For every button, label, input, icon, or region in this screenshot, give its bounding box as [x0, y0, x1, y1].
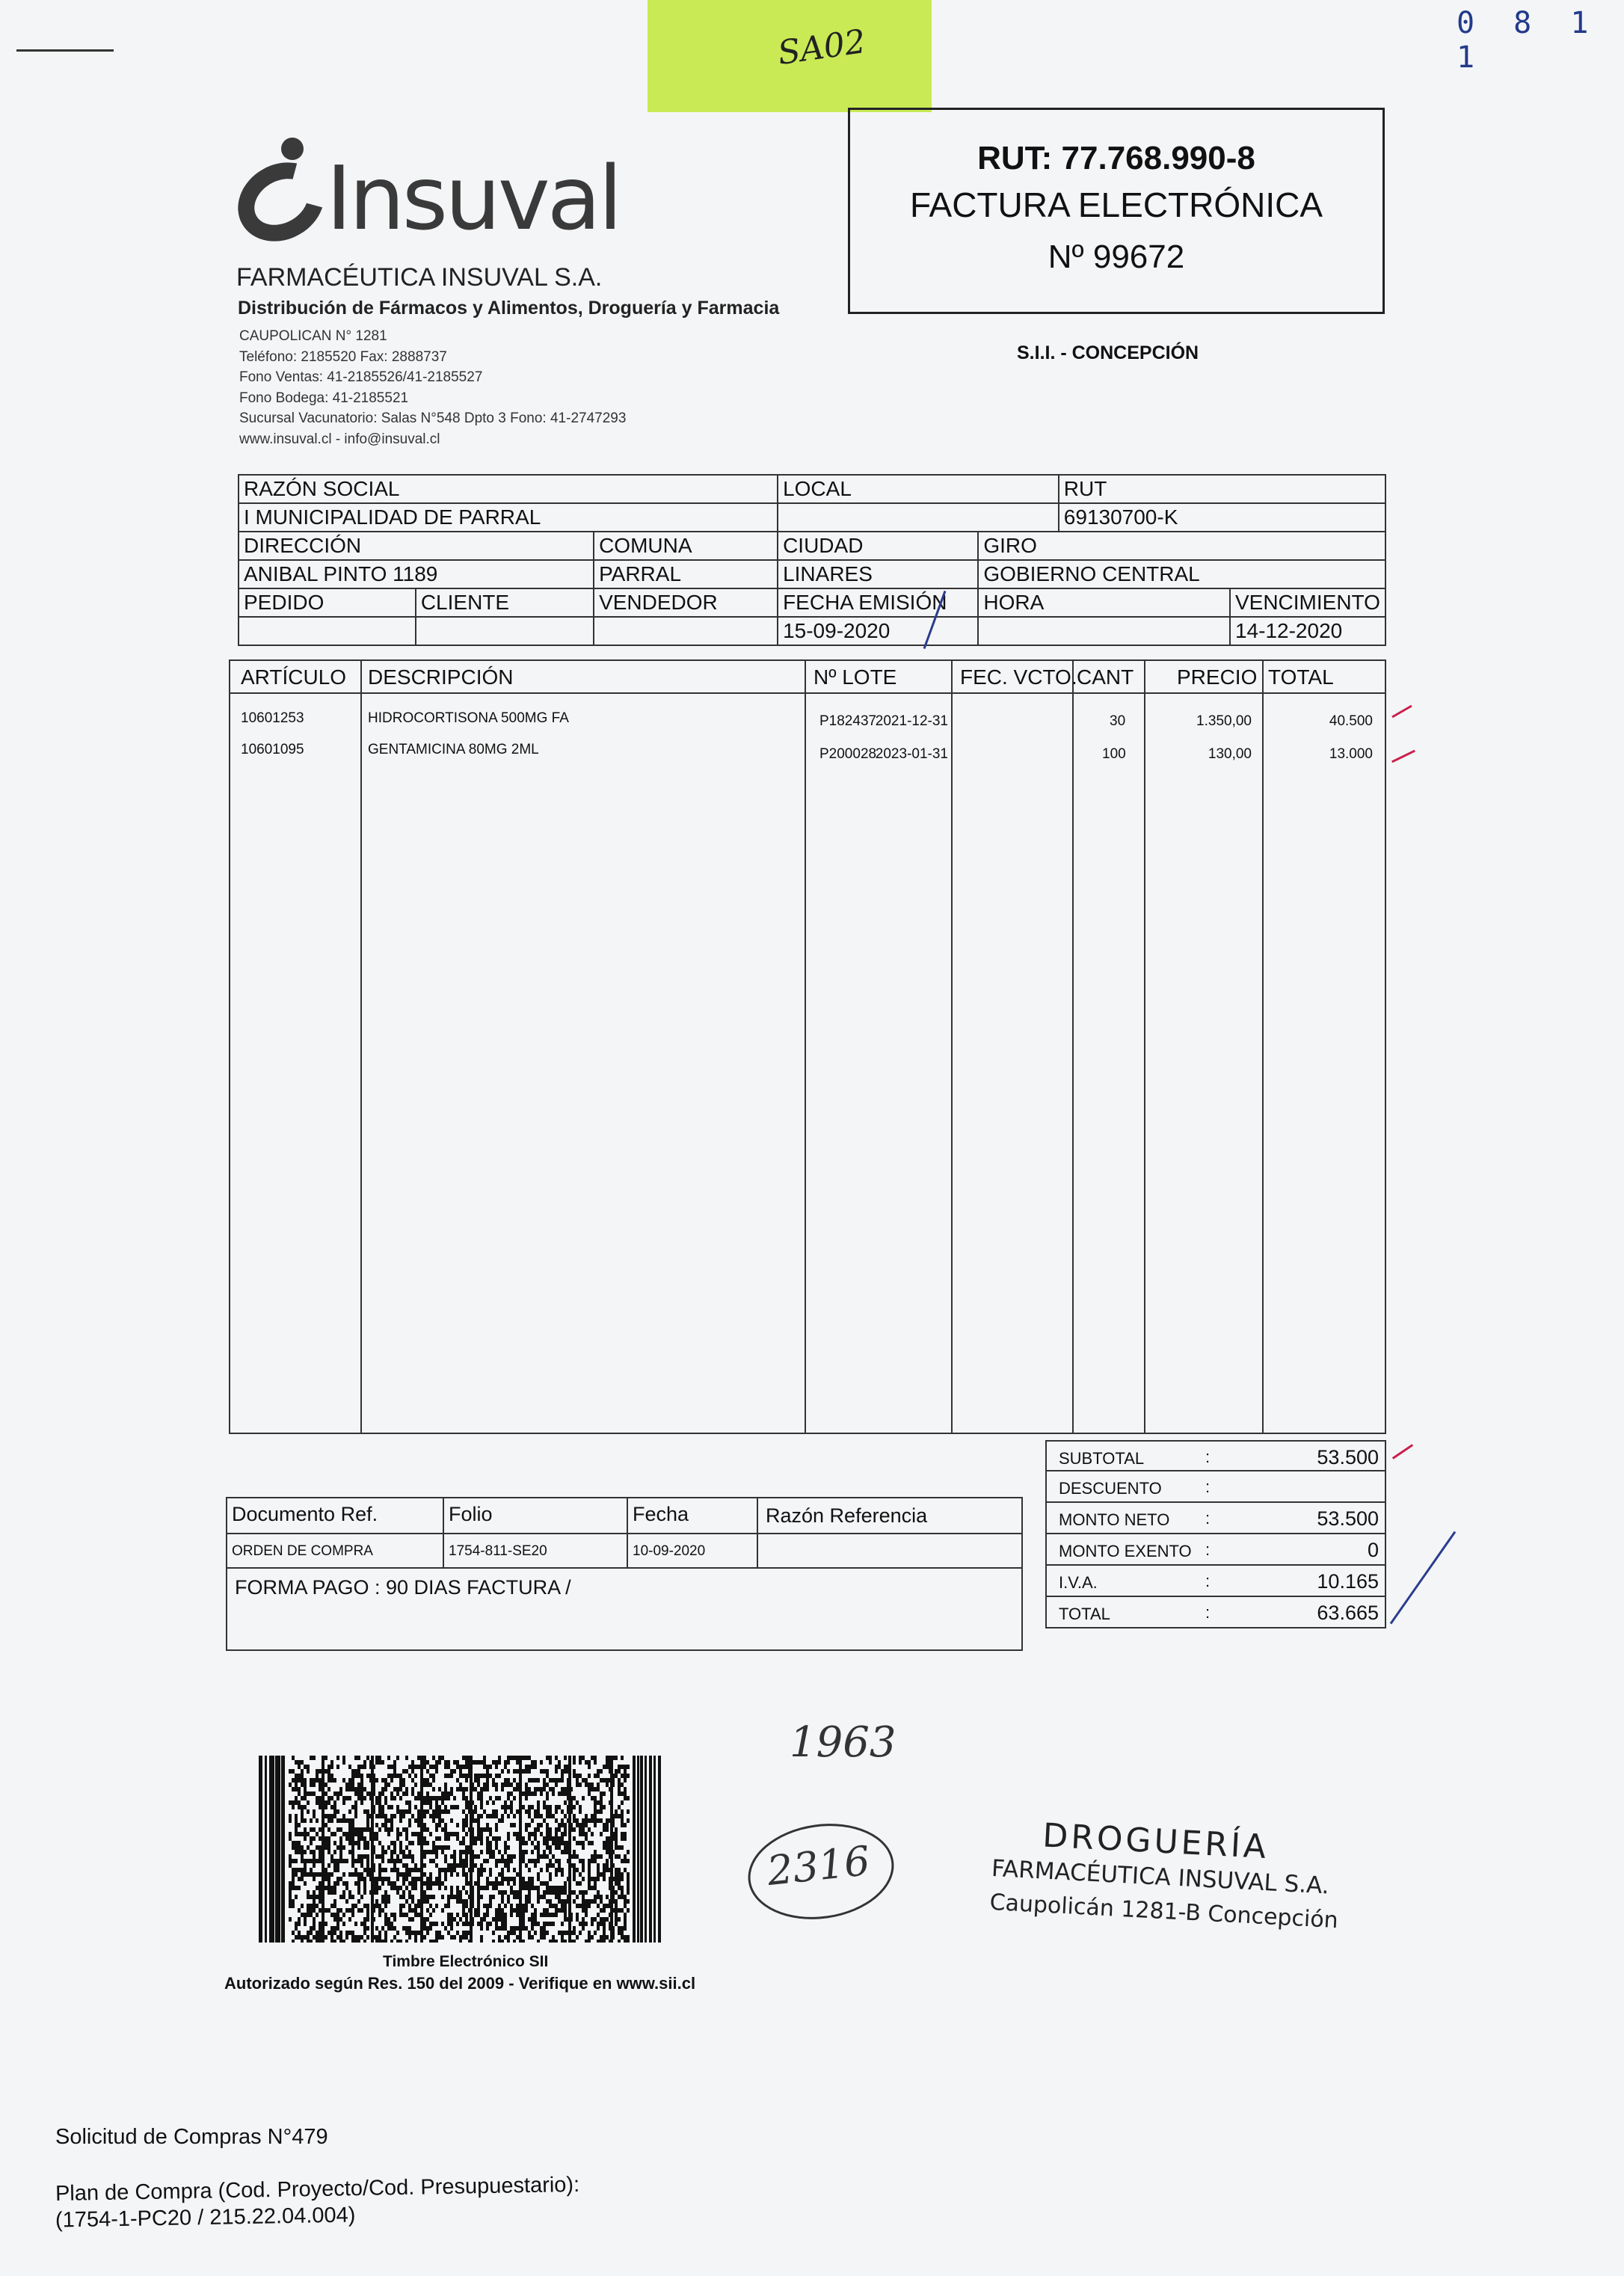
totals-row — [1045, 1597, 1386, 1628]
check-mark — [1391, 705, 1412, 719]
totals-label: I.V.A. — [1059, 1573, 1098, 1592]
column-divider — [360, 661, 362, 1433]
vencimiento-value: 14-12-2020 — [1230, 617, 1385, 645]
ref-fecha-value: 10-09-2020 — [633, 1543, 706, 1559]
invoice-id-box — [848, 108, 1385, 314]
line-items-table — [229, 659, 1386, 1434]
column-divider — [951, 661, 953, 1433]
customer-rut-value: 69130700-K — [1059, 503, 1385, 532]
company-stamp — [989, 1814, 1397, 1937]
timbre-barcode — [259, 1756, 662, 1943]
company-info-line: Fono Ventas: 41-2185526/41-2185527 — [239, 369, 483, 385]
stamp-line: Caupolicán 1281-B Concepción — [988, 1889, 1339, 1934]
totals-sep: : — [1205, 1603, 1211, 1622]
header-vcto: FEC. VCTO. — [960, 665, 1077, 689]
totals-row — [1045, 1471, 1386, 1503]
row-divider — [227, 1567, 1021, 1569]
issuer-rut: RUT: 77.768.990-8 — [977, 140, 1255, 176]
ciudad-label: CIUDAD — [778, 532, 978, 560]
column-divider — [805, 661, 806, 1433]
direccion-label: DIRECCIÓN — [239, 532, 594, 560]
forma-pago: FORMA PAGO : 90 DIAS FACTURA / — [235, 1576, 571, 1599]
item-vcto: 2021-12-31 — [875, 713, 948, 729]
check-mark — [1391, 750, 1415, 763]
plan-compra-value: (1754-1-PC20 / 215.22.04.004) — [55, 2203, 356, 2233]
vencimiento-label: VENCIMIENTO — [1230, 588, 1385, 617]
giro-value: GOBIERNO CENTRAL — [978, 560, 1385, 588]
cliente-label: CLIENTE — [416, 588, 594, 617]
ref-fecha-label: Fecha — [633, 1503, 689, 1525]
item-vcto: 2023-01-31 — [875, 746, 948, 762]
hora-value — [978, 617, 1230, 645]
ref-doc-value: ORDEN DE COMPRA — [232, 1543, 373, 1559]
item-descripcion: GENTAMICINA 80MG 2ML — [368, 742, 539, 757]
totals-sep: : — [1205, 1448, 1211, 1466]
totals-label: MONTO NETO — [1059, 1510, 1170, 1529]
pedido-value — [239, 617, 416, 645]
header-total: TOTAL — [1268, 665, 1334, 689]
logo-swirl-icon — [224, 147, 339, 257]
item-cant: 30 — [1110, 713, 1126, 729]
company-info-line: www.insuval.cl - info@insuval.cl — [239, 431, 440, 447]
check-mark — [1392, 1444, 1413, 1459]
row-divider — [227, 1533, 1021, 1534]
item-descripcion: HIDROCORTISONA 500MG FA — [368, 710, 569, 726]
handwritten-number: 1963 — [790, 1718, 896, 1767]
item-lote: P200028 — [819, 746, 877, 762]
invoice-number: Nº 99672 — [1048, 239, 1185, 275]
item-articulo: 10601253 — [241, 710, 304, 726]
ciudad-value: LINARES — [778, 560, 978, 588]
column-divider — [1072, 661, 1074, 1433]
fecha-emision-value: 15-09-2020 — [778, 617, 978, 645]
column-divider — [1262, 661, 1264, 1433]
totals-sep: : — [1205, 1572, 1211, 1590]
totals-value: 10.165 — [1317, 1570, 1379, 1593]
header-lote: Nº LOTE — [813, 665, 897, 689]
item-articulo: 10601095 — [241, 742, 304, 757]
razon-social-label: RAZÓN SOCIAL — [239, 475, 778, 503]
razon-social-value: I MUNICIPALIDAD DE PARRAL — [239, 503, 778, 532]
totals-value: 53.500 — [1317, 1507, 1379, 1530]
customer-header-table — [238, 474, 1386, 646]
pedido-label: PEDIDO — [239, 588, 416, 617]
header-descripcion: DESCRIPCIÓN — [368, 665, 514, 689]
totals-box — [1045, 1440, 1386, 1628]
header-articulo: ARTÍCULO — [241, 665, 347, 689]
company-info — [239, 326, 626, 449]
totals-value: 0 — [1367, 1539, 1379, 1561]
pen-mark — [1390, 1531, 1456, 1625]
totals-label: DESCUENTO — [1059, 1479, 1162, 1498]
vendedor-value — [594, 617, 778, 645]
solicitud-compras: Solicitud de Compras N°479 — [55, 2125, 328, 2149]
company-name: FARMACÉUTICA INSUVAL S.A. — [236, 263, 603, 292]
totals-row — [1045, 1534, 1386, 1566]
plan-compra-label: Plan de Compra (Cod. Proyecto/Cod. Presupuestario): — [55, 2172, 580, 2206]
totals-sep: : — [1205, 1540, 1211, 1559]
timbre-title: Timbre Electrónico SII — [383, 1953, 549, 1970]
ref-razon-label: Razón Referencia — [766, 1504, 928, 1527]
company-info-line: CAUPOLICAN N° 1281 — [239, 328, 387, 344]
totals-row — [1045, 1566, 1386, 1597]
logo-text: Insuval — [326, 147, 620, 250]
totals-value: 53.500 — [1317, 1446, 1379, 1468]
stamp-number: 0 8 1 1 — [1457, 6, 1599, 75]
comuna-value: PARRAL — [594, 560, 778, 588]
stamp-line: FARMACÉUTICA INSUVAL S.A. — [991, 1854, 1330, 1900]
item-lote: P182437 — [819, 713, 877, 729]
company-info-line: Fono Bodega: 41-2185521 — [239, 390, 409, 406]
company-info-line: Teléfono: 2185520 Fax: 2888737 — [239, 348, 447, 365]
totals-sep: : — [1205, 1477, 1211, 1496]
totals-label: SUBTOTAL — [1059, 1449, 1145, 1468]
item-total: 13.000 — [1329, 746, 1373, 762]
column-divider — [1144, 661, 1145, 1433]
timbre-authorization: Autorizado según Res. 150 del 2009 - Verifique en www.sii.cl — [224, 1974, 696, 1993]
fecha-emision-label: FECHA EMISIÓN — [778, 588, 978, 617]
totals-row — [1045, 1503, 1386, 1534]
ref-doc-label: Documento Ref. — [232, 1503, 378, 1525]
header-precio: PRECIO — [1177, 665, 1258, 689]
reference-box — [226, 1497, 1023, 1651]
local-label: LOCAL — [778, 475, 1059, 503]
item-total: 40.500 — [1329, 713, 1373, 729]
sii-office: S.I.I. - CONCEPCIÓN — [1017, 342, 1199, 363]
logo-dot-icon — [281, 138, 304, 160]
document-type: FACTURA ELECTRÓNICA — [909, 185, 1323, 224]
insuval-logo — [236, 133, 620, 250]
sticky-note-text: SA02 — [775, 22, 868, 73]
item-precio: 1.350,00 — [1196, 713, 1252, 729]
totals-label: MONTO EXENTO — [1059, 1542, 1192, 1560]
company-info-line: Sucursal Vacunatorio: Salas N°548 Dpto 3 Fono: 41-2747293 — [239, 410, 627, 426]
hora-label: HORA — [978, 588, 1230, 617]
ref-folio-label: Folio — [449, 1503, 493, 1525]
totals-sep: : — [1205, 1509, 1211, 1528]
scan-mark — [16, 49, 114, 52]
item-cant: 100 — [1102, 746, 1126, 762]
totals-row — [1045, 1440, 1386, 1471]
stamp-line: DROGUERÍA — [1042, 1816, 1270, 1867]
comuna-label: COMUNA — [594, 532, 778, 560]
totals-value: 63.665 — [1317, 1602, 1379, 1624]
totals-label: TOTAL — [1059, 1605, 1110, 1623]
company-subtitle: Distribución de Fármacos y Alimentos, Droguería y Farmacia — [238, 298, 780, 319]
local-value — [778, 503, 1059, 532]
header-cant: CANT — [1077, 665, 1134, 689]
giro-label: GIRO — [978, 532, 1385, 560]
vendedor-label: VENDEDOR — [594, 588, 778, 617]
item-precio: 130,00 — [1208, 746, 1252, 762]
handwritten-circled-number: 2316 — [765, 1836, 873, 1895]
direccion-value: ANIBAL PINTO 1189 — [239, 560, 594, 588]
ref-folio-value: 1754-811-SE20 — [449, 1543, 547, 1559]
cliente-value — [416, 617, 594, 645]
rut-label: RUT — [1059, 475, 1385, 503]
